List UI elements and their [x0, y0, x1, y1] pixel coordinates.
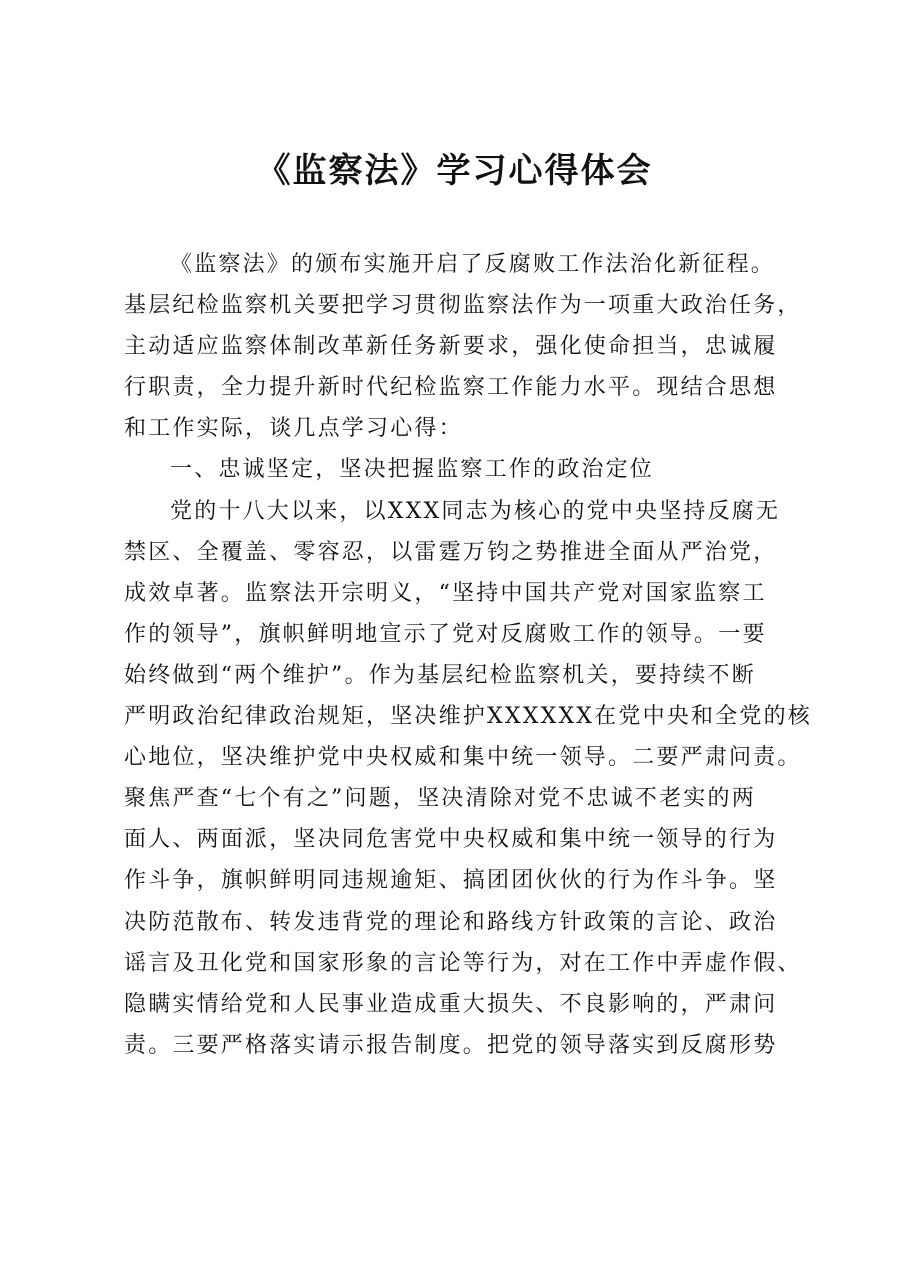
document-title: 《监察法》学习心得体会 [256, 151, 653, 191]
paragraph-line: 成效卓著。监察法开宗明义，“坚持中国共产党对国家监察工 [124, 580, 767, 606]
paragraph-line: 和工作实际，谈几点学习心得： [124, 416, 463, 442]
paragraph-line: 隐瞒实情给党和人民事业造成重大损失、不良影响的，严肃问 [124, 991, 778, 1017]
paragraph-line: 谣言及丑化党和国家形象的言论等行为，对在工作中弄虚作假、 [124, 950, 802, 976]
paragraph-line: 决防范散布、转发违背党的理论和路线方针政策的言论、政治 [124, 909, 778, 935]
paragraph-line: 作斗争，旗帜鲜明同违规逾矩、搞团团伙伙的行为作斗争。坚 [124, 868, 778, 894]
paragraph-line: 聚焦严查“七个有之”问题，坚决清除对党不忠诚不老实的两 [124, 786, 756, 812]
paragraph-line: 主动适应监察体制改革新任务新要求，强化使命担当，忠诚履 [124, 334, 778, 360]
paragraph-line: 面人、两面派，坚决同危害党中央权威和集中统一领导的行为 [124, 827, 778, 853]
paragraph-line: 行职责，全力提升新时代纪检监察工作能力水平。现结合思想 [124, 375, 778, 401]
paragraph-line: 党的十八大以来，以XXX同志为核心的党中央坚持反腐无 [170, 498, 781, 524]
paragraph-line: 《监察法》的颁布实施开启了反腐败工作法治化新征程。 [170, 252, 776, 277]
document-body [124, 244, 824, 1066]
paragraph-line: 禁区、全覆盖、零容忍，以雷霆万钧之势推进全面从严治党， [124, 539, 778, 565]
paragraph-line: 基层纪检监察机关要把学习贯彻监察法作为一项重大政治任务， [124, 293, 802, 319]
paragraph-line: 作的领导”，旗帜鲜明地宣示了党对反腐败工作的领导。一要 [124, 621, 767, 647]
paragraph-line: 责。三要严格落实请示报告制度。把党的领导落实到反腐形势 [124, 1032, 778, 1058]
paragraph-line: 心地位，坚决维护党中央权威和集中统一领导。二要严肃问责。 [124, 745, 802, 771]
paragraph-line: 严明政治纪律政治规矩，坚决维护XXXXXX在党中央和全党的核 [124, 704, 812, 730]
section-heading: 一、忠诚坚定，坚决把握监察工作的政治定位 [170, 457, 655, 483]
paragraph-line: 始终做到“两个维护”。作为基层纪检监察机关，要持续不断 [124, 662, 756, 688]
